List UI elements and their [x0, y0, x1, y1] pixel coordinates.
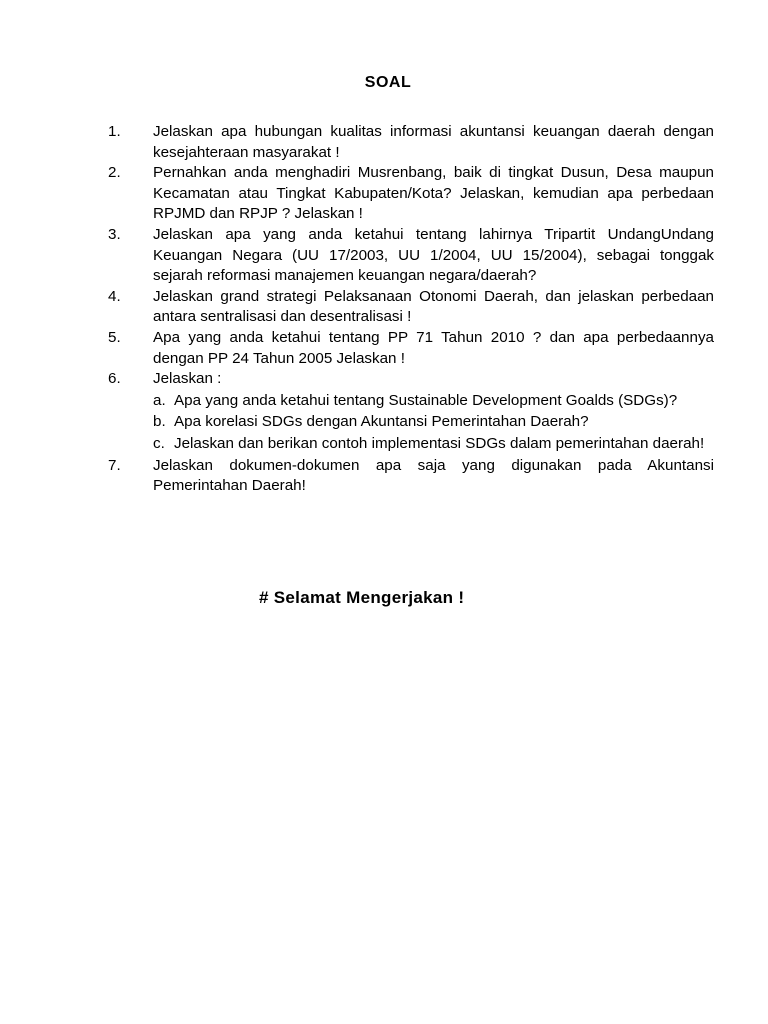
question-item-1	[108, 122, 714, 163]
question-number: 1.	[108, 123, 121, 140]
page-title: SOAL	[364, 74, 412, 91]
question-text: Jelaskan apa yang anda ketahui tentang lahirnya Tripartit UndangUndang Keuangan Negara (UU 17/2003, UU 1/2004, UU 15/2004), sebagai tonggak sejarah reformasi manajemen keuangan negara/daerah?	[153, 225, 714, 285]
closing-message: # Selamat Mengerjakan !	[259, 588, 465, 607]
question-item-3	[108, 225, 714, 287]
sub-question-letter: a.	[153, 391, 166, 409]
sub-question-text: Apa korelasi SDGs dengan Akuntansi Pemerintahan Daerah?	[174, 413, 589, 431]
question-text: Pernahkan anda menghadiri Musrenbang, baik di tingkat Dusun, Desa maupun Kecamatan atau Tingkat Kabupaten/Kota? Jelaskan, kemudian apa perbedaan RPJMD dan RPJP ? Jelaskan !	[153, 164, 714, 223]
sub-question-item-c	[153, 434, 714, 455]
question-number: 5.	[108, 328, 121, 346]
sub-question-text: Apa yang anda ketahui tentang Sustainable Development Goalds (SDGs)?	[174, 391, 678, 409]
question-item-5	[108, 328, 714, 369]
question-item-7	[108, 456, 714, 497]
question-text: Jelaskan :	[153, 370, 222, 388]
sub-question-item-a	[153, 391, 714, 412]
question-number: 3.	[108, 225, 121, 243]
question-text: Jelaskan dokumen-dokumen apa saja yang digunakan pada Akuntansi Pemerintahan Daerah!	[153, 456, 714, 495]
question-number: 7.	[108, 456, 121, 474]
sub-question-letter: c.	[153, 434, 165, 452]
sub-question-text: Jelaskan dan berikan contoh implementasi SDGs dalam pemerintahan daerah!	[174, 434, 705, 452]
sub-question-list	[153, 391, 714, 455]
sub-question-letter: b.	[153, 413, 166, 431]
question-text: Apa yang anda ketahui tentang PP 71 Tahun 2010 ? dan apa perbedaannya dengan PP 24 Tahun 2005 Jelaskan !	[153, 328, 714, 367]
question-text: Jelaskan apa hubungan kualitas informasi akuntansi keuangan daerah dengan kesejahteraan masyarakat !	[153, 123, 714, 161]
question-item-6	[108, 369, 714, 390]
question-list	[108, 122, 714, 497]
question-number: 6.	[108, 370, 121, 388]
question-text: Jelaskan grand strategi Pelaksanaan Otonomi Daerah, dan jelaskan perbedaan antara sentralisasi dan desentralisasi !	[153, 287, 714, 326]
sub-question-item-b	[153, 412, 714, 433]
question-item-4	[108, 287, 714, 328]
question-number: 4.	[108, 287, 121, 305]
question-number: 2.	[108, 164, 121, 182]
question-item-2	[108, 163, 714, 225]
